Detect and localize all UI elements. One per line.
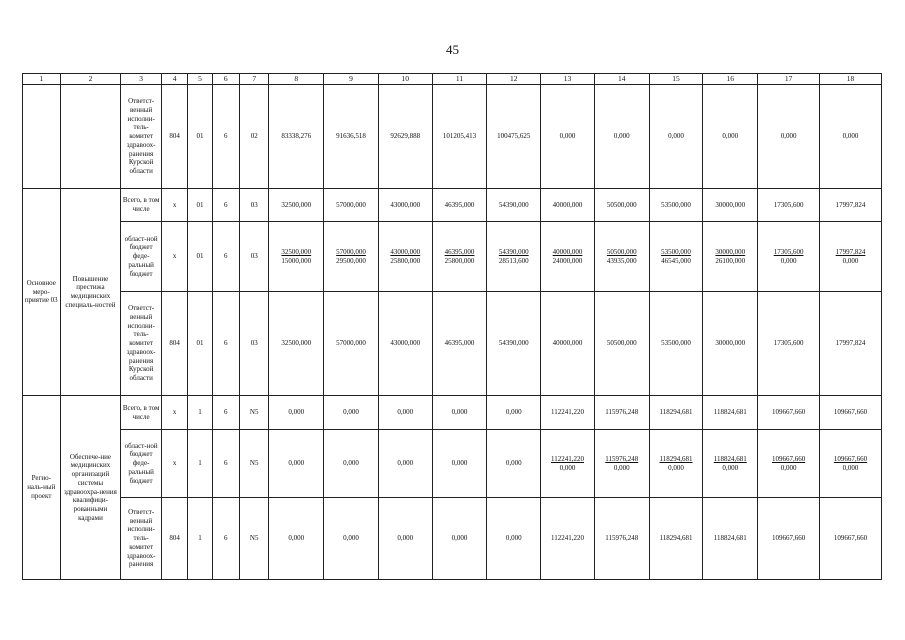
value-cell: 17305,600 [758, 189, 820, 222]
regional-budget-value: 112241,220 [551, 454, 585, 463]
value-cell: 115976,248 [594, 498, 649, 580]
value-cell: 17997,824 [820, 292, 882, 396]
column-number-4: 4 [161, 74, 187, 85]
value-cell: 118824,681 [703, 498, 758, 580]
federal-budget-value: 0,000 [722, 463, 739, 472]
federal-budget-value: 0,000 [842, 463, 859, 472]
code-grbs-cell: x [161, 430, 187, 498]
value-cell: 0,000 [487, 396, 541, 430]
value-cell [378, 430, 432, 498]
value-cell: 40000,000 [541, 189, 595, 222]
table-row [23, 396, 882, 430]
code-om-cell: N5 [239, 498, 268, 580]
table-row [23, 430, 882, 498]
column-number-12: 12 [487, 74, 541, 85]
column-number-9: 9 [324, 74, 379, 85]
code-gp-cell: 1 [188, 498, 212, 580]
program-name-cell: Обеспече-ние медицинских организаций системы здравоохра-нения квалифици-рованными кадрами [60, 396, 121, 580]
federal-budget-value: 25800,000 [390, 256, 421, 265]
program-name-cell: Повышение престижа медицинских специаль-ностей [60, 189, 121, 396]
value-cell: 43000,000 [378, 292, 432, 396]
regional-budget-value: 50500,000 [606, 247, 637, 256]
federal-budget-value: 0,000 [780, 463, 797, 472]
column-number-1: 1 [23, 74, 61, 85]
value-cell: 46395,000 [432, 292, 487, 396]
federal-budget-value: 24000,000 [552, 256, 583, 265]
federal-budget-value: 0,000 [780, 256, 797, 265]
funding-source-cell: Всего, в том числе [121, 189, 162, 222]
value-cell: 53500,000 [649, 189, 703, 222]
value-cell: 30000,000 [703, 292, 758, 396]
value-cell [487, 222, 541, 292]
funding-source-cell: Ответст-венный исполни-тель-комитет здравоох-ранения Курской области [121, 292, 162, 396]
column-number-15: 15 [649, 74, 703, 85]
column-number-13: 13 [541, 74, 595, 85]
empty-cell [60, 85, 121, 189]
value-cell: 0,000 [324, 396, 379, 430]
regional-budget-value: 57000,000 [336, 247, 366, 256]
code-gp-cell: 01 [188, 222, 212, 292]
regional-budget-value: 30000,000 [715, 247, 746, 256]
regional-budget-value: 118824,681 [713, 454, 747, 463]
regional-budget-value: 115976,248 [605, 454, 639, 463]
table-row [23, 85, 882, 189]
value-cell [594, 430, 649, 498]
value-cell: 32500,000 [269, 292, 324, 396]
value-cell [432, 222, 487, 292]
code-om-cell: N5 [239, 430, 268, 498]
value-cell [820, 430, 882, 498]
federal-budget-value: 0,000 [613, 463, 630, 472]
value-cell: 0,000 [703, 85, 758, 189]
regional-budget-value: 17305,600 [773, 247, 804, 256]
value-cell: 83338,276 [269, 85, 324, 189]
budget-table [22, 73, 882, 580]
table-row [23, 498, 882, 580]
table-row [23, 222, 882, 292]
value-cell: 50500,000 [594, 189, 649, 222]
table-row [23, 292, 882, 396]
value-cell: 0,000 [541, 85, 595, 189]
column-number-10: 10 [378, 74, 432, 85]
value-cell [541, 222, 595, 292]
column-number-8: 8 [269, 74, 324, 85]
value-cell: 0,000 [432, 396, 487, 430]
value-cell: 92629,888 [378, 85, 432, 189]
value-cell: 0,000 [432, 498, 487, 580]
regional-budget-value: 53500,000 [661, 247, 691, 256]
value-cell [703, 430, 758, 498]
column-number-17: 17 [758, 74, 820, 85]
regional-budget-value: 0,000 [451, 459, 468, 468]
value-cell [324, 430, 379, 498]
value-cell: 17997,824 [820, 189, 882, 222]
funding-source-cell: област-ной бюджет феде-ральный бюджет [121, 430, 162, 498]
regional-budget-value: 0,000 [288, 459, 305, 468]
value-cell [820, 222, 882, 292]
program-element-cell: Основное меро-приятие 03 [23, 189, 61, 396]
regional-budget-value: 118294,681 [659, 454, 693, 463]
code-grbs-cell: x [161, 396, 187, 430]
value-cell: 118294,681 [649, 498, 703, 580]
value-cell: 109667,660 [820, 396, 882, 430]
code-om-cell: N5 [239, 396, 268, 430]
code-om-cell: 02 [239, 85, 268, 189]
regional-budget-value: 32500,000 [281, 247, 312, 256]
value-cell: 54390,000 [487, 292, 541, 396]
regional-budget-value: 54390,000 [498, 247, 529, 256]
value-cell: 0,000 [649, 85, 703, 189]
value-cell: 0,000 [378, 498, 432, 580]
value-cell [432, 430, 487, 498]
value-cell [269, 222, 324, 292]
code-om-cell: 03 [239, 292, 268, 396]
value-cell: 101205,413 [432, 85, 487, 189]
code-gp-cell: 01 [188, 85, 212, 189]
column-number-14: 14 [594, 74, 649, 85]
code-pgp-cell: 6 [212, 189, 239, 222]
empty-cell [23, 85, 61, 189]
value-cell: 0,000 [269, 498, 324, 580]
code-gp-cell: 1 [188, 430, 212, 498]
value-cell: 0,000 [324, 498, 379, 580]
value-cell: 0,000 [594, 85, 649, 189]
value-cell: 109667,660 [820, 498, 882, 580]
regional-budget-value: 43000,000 [390, 247, 421, 256]
code-gp-cell: 01 [188, 292, 212, 396]
value-cell: 40000,000 [541, 292, 595, 396]
column-number-11: 11 [432, 74, 487, 85]
code-pgp-cell: 6 [212, 222, 239, 292]
federal-budget-value: 43935,000 [606, 256, 637, 265]
column-number-18: 18 [820, 74, 882, 85]
code-pgp-cell: 6 [212, 498, 239, 580]
code-grbs-cell: x [161, 189, 187, 222]
code-gp-cell: 01 [188, 189, 212, 222]
regional-budget-value: 109667,660 [833, 454, 868, 463]
value-cell: 118824,681 [703, 396, 758, 430]
value-cell: 43000,000 [378, 189, 432, 222]
value-cell [487, 430, 541, 498]
regional-budget-value: 0,000 [505, 459, 522, 468]
value-cell: 118294,681 [649, 396, 703, 430]
code-om-cell: 03 [239, 222, 268, 292]
regional-budget-value: 40000,000 [552, 247, 583, 256]
column-number-5: 5 [188, 74, 212, 85]
code-pgp-cell: 6 [212, 292, 239, 396]
funding-source-cell: област-ной бюджет феде-ральный бюджет [121, 222, 162, 292]
regional-budget-value: 0,000 [397, 459, 414, 468]
value-cell: 112241,220 [541, 396, 595, 430]
funding-source-cell: Ответст-венный исполни-тель-комитет здравоох-ранения [121, 498, 162, 580]
code-grbs-cell: x [161, 222, 187, 292]
federal-budget-value: 25800,000 [444, 256, 475, 265]
code-pgp-cell: 6 [212, 85, 239, 189]
code-grbs-cell: 804 [161, 85, 187, 189]
value-cell: 112241,220 [541, 498, 595, 580]
value-cell: 115976,248 [594, 396, 649, 430]
table-row [23, 189, 882, 222]
page-number: 45 [446, 42, 459, 57]
value-cell: 54390,000 [487, 189, 541, 222]
funding-source-cell: Всего, в том числе [121, 396, 162, 430]
code-grbs-cell: 804 [161, 292, 187, 396]
column-number-3: 3 [121, 74, 162, 85]
value-cell [649, 222, 703, 292]
federal-budget-value: 15000,000 [281, 256, 312, 265]
value-cell: 109667,660 [758, 396, 820, 430]
value-cell: 57000,000 [324, 292, 379, 396]
value-cell [269, 430, 324, 498]
federal-budget-value: 46545,000 [661, 256, 691, 265]
federal-budget-value: 0,000 [559, 463, 576, 472]
value-cell: 30000,000 [703, 189, 758, 222]
value-cell [378, 222, 432, 292]
value-cell [541, 430, 595, 498]
funding-source-cell: Ответст-венный исполни-тель-комитет здравоох-ранения Курской области [121, 85, 162, 189]
federal-budget-value: 26100,000 [715, 256, 746, 265]
federal-budget-value: 0,000 [668, 463, 684, 472]
value-cell: 0,000 [269, 396, 324, 430]
column-number-6: 6 [212, 74, 239, 85]
regional-budget-value: 17997,824 [835, 247, 866, 256]
column-number-row [23, 74, 882, 85]
regional-budget-value: 0,000 [343, 459, 359, 468]
value-cell: 57000,000 [324, 189, 379, 222]
value-cell [758, 430, 820, 498]
regional-budget-value: 109667,660 [771, 454, 806, 463]
value-cell: 0,000 [820, 85, 882, 189]
program-element-cell: Регио-наль-ный проект [23, 396, 61, 580]
federal-budget-value: 29500,000 [336, 256, 366, 265]
value-cell [649, 430, 703, 498]
column-number-2: 2 [60, 74, 121, 85]
column-number-7: 7 [239, 74, 268, 85]
value-cell: 100475,625 [487, 85, 541, 189]
value-cell: 0,000 [487, 498, 541, 580]
value-cell: 0,000 [378, 396, 432, 430]
code-grbs-cell: 804 [161, 498, 187, 580]
code-gp-cell: 1 [188, 396, 212, 430]
value-cell [703, 222, 758, 292]
federal-budget-value: 28513,600 [498, 256, 529, 265]
federal-budget-value: 0,000 [842, 256, 859, 265]
column-number-16: 16 [703, 74, 758, 85]
value-cell: 0,000 [758, 85, 820, 189]
value-cell [758, 222, 820, 292]
value-cell: 17305,600 [758, 292, 820, 396]
code-pgp-cell: 6 [212, 396, 239, 430]
value-cell: 91636,518 [324, 85, 379, 189]
code-om-cell: 03 [239, 189, 268, 222]
regional-budget-value: 46395,000 [444, 247, 475, 256]
value-cell: 53500,000 [649, 292, 703, 396]
code-pgp-cell: 6 [212, 430, 239, 498]
value-cell [324, 222, 379, 292]
value-cell [594, 222, 649, 292]
value-cell: 32500,000 [269, 189, 324, 222]
value-cell: 109667,660 [758, 498, 820, 580]
value-cell: 50500,000 [594, 292, 649, 396]
value-cell: 46395,000 [432, 189, 487, 222]
